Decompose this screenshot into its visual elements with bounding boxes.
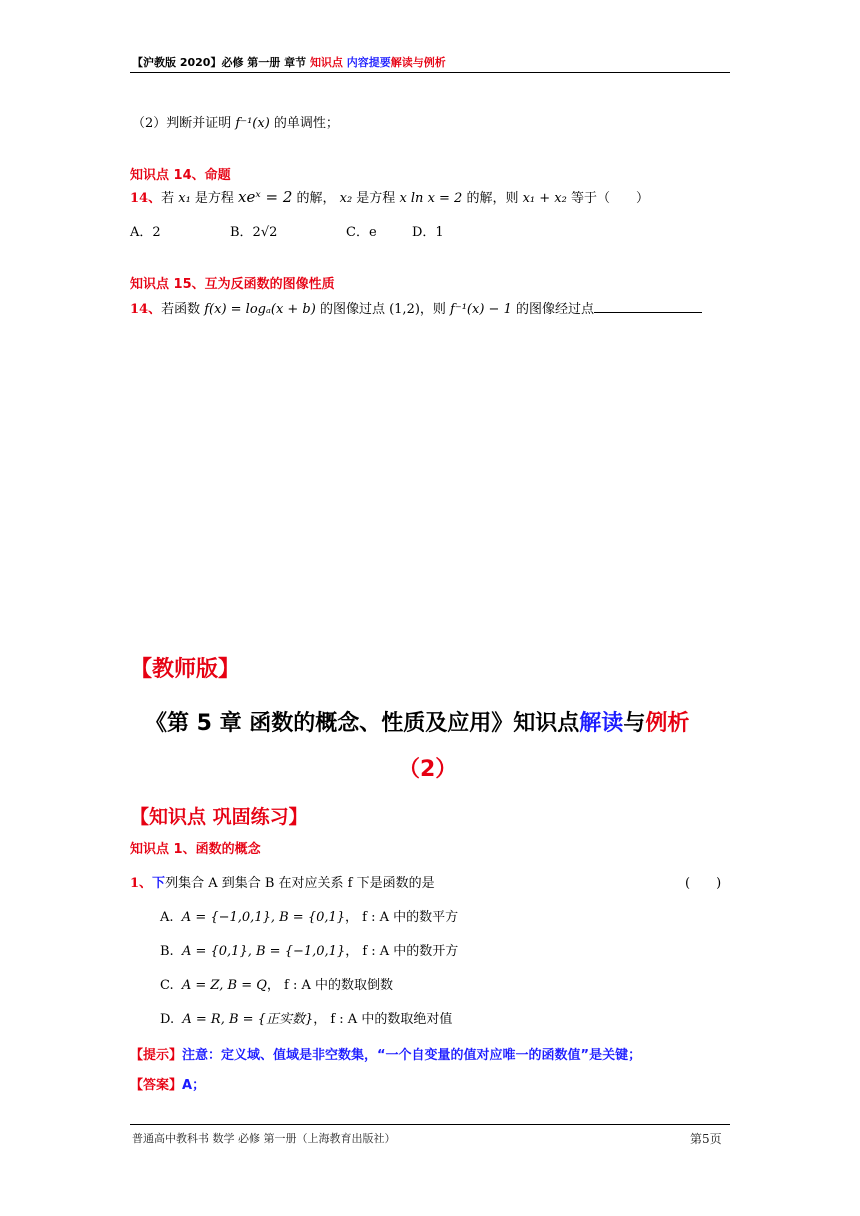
kp14-heading: 知识点 14、命题 xyxy=(130,168,231,183)
header-rule xyxy=(130,72,730,73)
teacher-badge: 【教师版】 xyxy=(130,657,241,682)
kp15-heading: 知识点 15、互为反函数的图像性质 xyxy=(130,277,335,292)
practice-badge: 【知识点 巩固练习】 xyxy=(130,806,308,828)
kp14-option-a: A．2 xyxy=(130,225,161,240)
page-number: 第5页 xyxy=(690,1132,722,1146)
chapter-subtitle: （2） xyxy=(398,757,458,782)
question-part-2: （2）判断并证明 f⁻¹(x) 的单调性； xyxy=(132,116,339,131)
kp15-question: 14、若函数 f(x) = logₐ(x + b) 的图像过点 (1,2)，则 f⁻¹(x) − 1 的图像经过点 xyxy=(130,298,702,317)
question-number: 14、 xyxy=(130,302,162,317)
option-a: A. A = {−1,0,1}, B = {0,1}， f : A 中的数平方 xyxy=(160,910,459,925)
header-book: 【沪教版 2020】必修 第一册 章节 xyxy=(132,56,310,69)
hint-text: 注意：定义域、值域是非空数集，“一个自变量的值对应唯一的函数值”是关键； xyxy=(182,1048,642,1063)
kp14-option-d: D．1 xyxy=(412,225,444,240)
footer-book: 普通高中教科书 数学 必修 第一册（上海教育出版社） xyxy=(132,1132,396,1145)
header-analysis: 解读与例析 xyxy=(390,56,446,69)
hint xyxy=(130,1044,641,1063)
option-c: C. A = Z, B = Q， f : A 中的数取倒数 xyxy=(160,978,393,993)
header-summary: 内容提要 xyxy=(346,56,391,69)
answer xyxy=(130,1074,205,1093)
header-knowledge: 知识点 xyxy=(309,56,343,69)
answer-text: A； xyxy=(182,1078,206,1093)
kp1-heading: 知识点 1、函数的概念 xyxy=(130,842,261,857)
option-d: D. A = R, B = {正实数}， f : A 中的数取绝对值 xyxy=(160,1012,453,1027)
kp14-option-b: B．2√2 xyxy=(230,225,278,240)
answer-label: 【答案】 xyxy=(130,1078,183,1093)
answer-blank xyxy=(594,300,702,313)
question-number: 1、 xyxy=(130,876,153,891)
footer-rule xyxy=(130,1124,730,1125)
page-header xyxy=(132,54,446,70)
kp14-option-c: C．e xyxy=(346,225,377,240)
math-inverse: f⁻¹(x) xyxy=(235,116,270,131)
answer-paren: ( ) xyxy=(685,876,722,891)
kp14-question: 14、若 x₁ 是方程 xeˣ = 2 的解， x₂ 是方程 x ln x = 2 的解，则 x₁ + x₂ 等于（ ） xyxy=(130,188,649,206)
question-number: 14、 xyxy=(130,191,162,206)
chapter-title: 《第 5 章 函数的概念、性质及应用》知识点解读与例析 xyxy=(145,711,690,736)
option-b: B. A = {0,1}, B = {−1,0,1}， f : A 中的数开方 xyxy=(160,944,459,959)
practice-question-1: 1、下列集合 A 到集合 B 在对应关系 f 下是函数的是 xyxy=(130,876,435,891)
hint-label: 【提示】 xyxy=(130,1048,183,1063)
